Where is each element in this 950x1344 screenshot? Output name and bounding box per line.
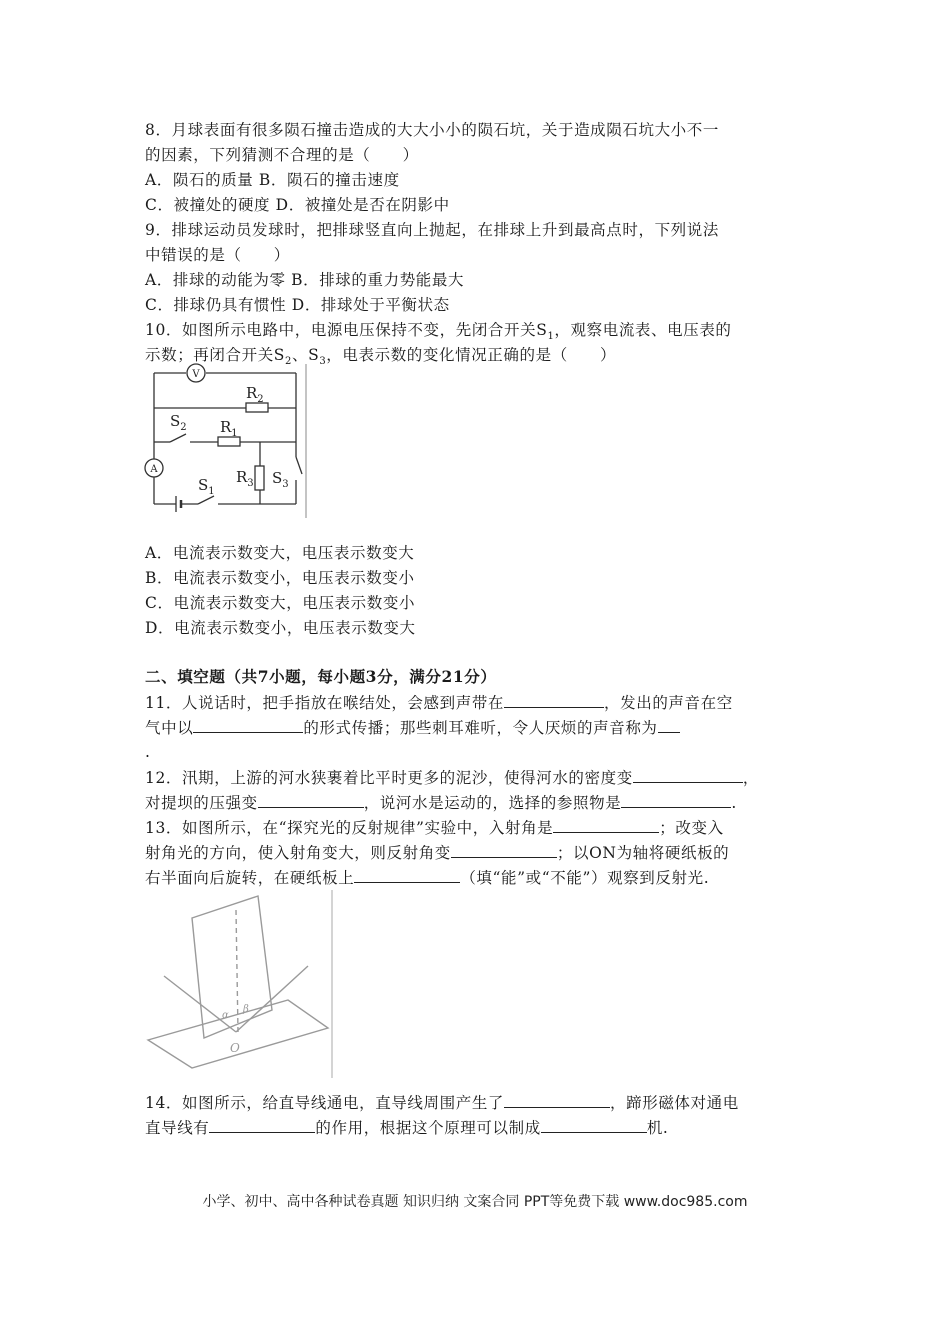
q9-stem-line2: 中错误的是（ ） bbox=[145, 246, 290, 264]
page-footer: 小学、初中、高中各种试卷真题 知识归纳 文案合同 PPT等免费下载 www.doc985.com bbox=[202, 1194, 748, 1210]
q11-line3: . bbox=[145, 743, 151, 761]
answer-blank[interactable] bbox=[553, 816, 659, 833]
q12-line1: 12．汛期，上游的河水狭裹着比平时更多的泥沙，使得河水的密度变 ， bbox=[145, 766, 759, 789]
q13-line3: 右半面向后旋转，在硬纸板上 （填“能”或“不能”）观察到反射光. bbox=[145, 866, 709, 889]
q11-line1: 11．人说话时，把手指放在喉结处，会感到声带在 ，发出的声音在空 bbox=[145, 691, 733, 714]
q10-option-c: C．电流表示数变大，电压表示数变小 bbox=[145, 594, 416, 612]
label-r3: $R_3$ bbox=[236, 468, 254, 489]
q13-line1: 13．如图所示，在“探究光的反射规律”实验中，入射角是 ；改变入 bbox=[145, 816, 724, 839]
label-s1: $S_1$ bbox=[198, 476, 215, 497]
answer-blank[interactable] bbox=[258, 791, 364, 808]
q10-stem-line2: 示数；再闭合开关$S_2$、$S_3$，电表示数的变化情况正确的是（ ） bbox=[145, 346, 617, 368]
q10-option-b: B．电流表示数变小，电压表示数变小 bbox=[145, 569, 415, 587]
answer-blank[interactable] bbox=[541, 1116, 647, 1133]
q10-stem-line1: 10．如图所示电路中，电源电压保持不变，先闭合开关$S_1$，观察电流表、电压表的 bbox=[145, 321, 732, 343]
q10-option-d: D．电流表示数变小，电压表示数变大 bbox=[145, 619, 416, 637]
answer-blank[interactable] bbox=[633, 766, 743, 783]
answer-blank[interactable] bbox=[451, 841, 557, 858]
angle-alpha: α bbox=[222, 1010, 229, 1021]
circuit-diagram bbox=[140, 362, 312, 520]
ammeter-symbol: A bbox=[150, 464, 158, 475]
label-r2: $R_2$ bbox=[246, 384, 264, 405]
label-s3: $S_3$ bbox=[272, 469, 289, 490]
q8-options-ab: A．陨石的质量 B．陨石的撞击速度 bbox=[145, 171, 400, 189]
q14-line2: 直导线有 的作用，根据这个原理可以制成 机. bbox=[145, 1116, 668, 1139]
q9-options-cd: C．排球仍具有惯性 D．排球处于平衡状态 bbox=[145, 296, 450, 314]
answer-blank[interactable] bbox=[621, 791, 731, 808]
reflection-diagram bbox=[140, 890, 340, 1080]
answer-blank[interactable] bbox=[354, 866, 460, 883]
point-o: O bbox=[230, 1041, 240, 1055]
q10-option-a: A．电流表示数变大，电压表示数变大 bbox=[145, 544, 415, 562]
answer-blank[interactable] bbox=[504, 691, 604, 708]
q9-options-ab: A．排球的动能为零 B．排球的重力势能最大 bbox=[145, 271, 465, 289]
answer-blank[interactable] bbox=[658, 716, 680, 733]
q8-stem-line2: 的因素，下列猜测不合理的是（ ） bbox=[145, 146, 419, 164]
q8-options-cd: C．被撞处的硬度 D．被撞处是否在阴影中 bbox=[145, 196, 450, 214]
answer-blank[interactable] bbox=[504, 1091, 610, 1108]
q12-line2: 对提坝的压强变 ，说河水是运动的，选择的参照物是 . bbox=[145, 791, 737, 814]
label-s2: $S_2$ bbox=[170, 412, 187, 433]
q11-line2: 气中以 的形式传播；那些刺耳难听，令人厌烦的声音称为 bbox=[145, 716, 680, 739]
answer-blank[interactable] bbox=[209, 1116, 315, 1133]
q8-stem-line1: 8．月球表面有很多陨石撞击造成的大大小小的陨石坑，关于造成陨石坑大小不一 bbox=[145, 121, 719, 139]
q14-line1: 14．如图所示，给直导线通电，直导线周围产生了 ，蹄形磁体对通电 bbox=[145, 1091, 739, 1114]
label-r1: $R_1$ bbox=[220, 418, 238, 439]
q13-line2: 射角光的方向，使入射角变大，则反射角变 ；以ON为轴将硬纸板的 bbox=[145, 841, 729, 864]
q9-stem-line1: 9．排球运动员发球时，把排球竖直向上抛起，在排球上升到最高点时，下列说法 bbox=[145, 221, 719, 239]
angle-beta: β bbox=[243, 1004, 249, 1015]
voltmeter-symbol: V bbox=[192, 369, 200, 380]
answer-blank[interactable] bbox=[193, 716, 303, 733]
section-heading: 二、填空题（共7小题，每小题3分，满分21分） bbox=[145, 667, 497, 686]
